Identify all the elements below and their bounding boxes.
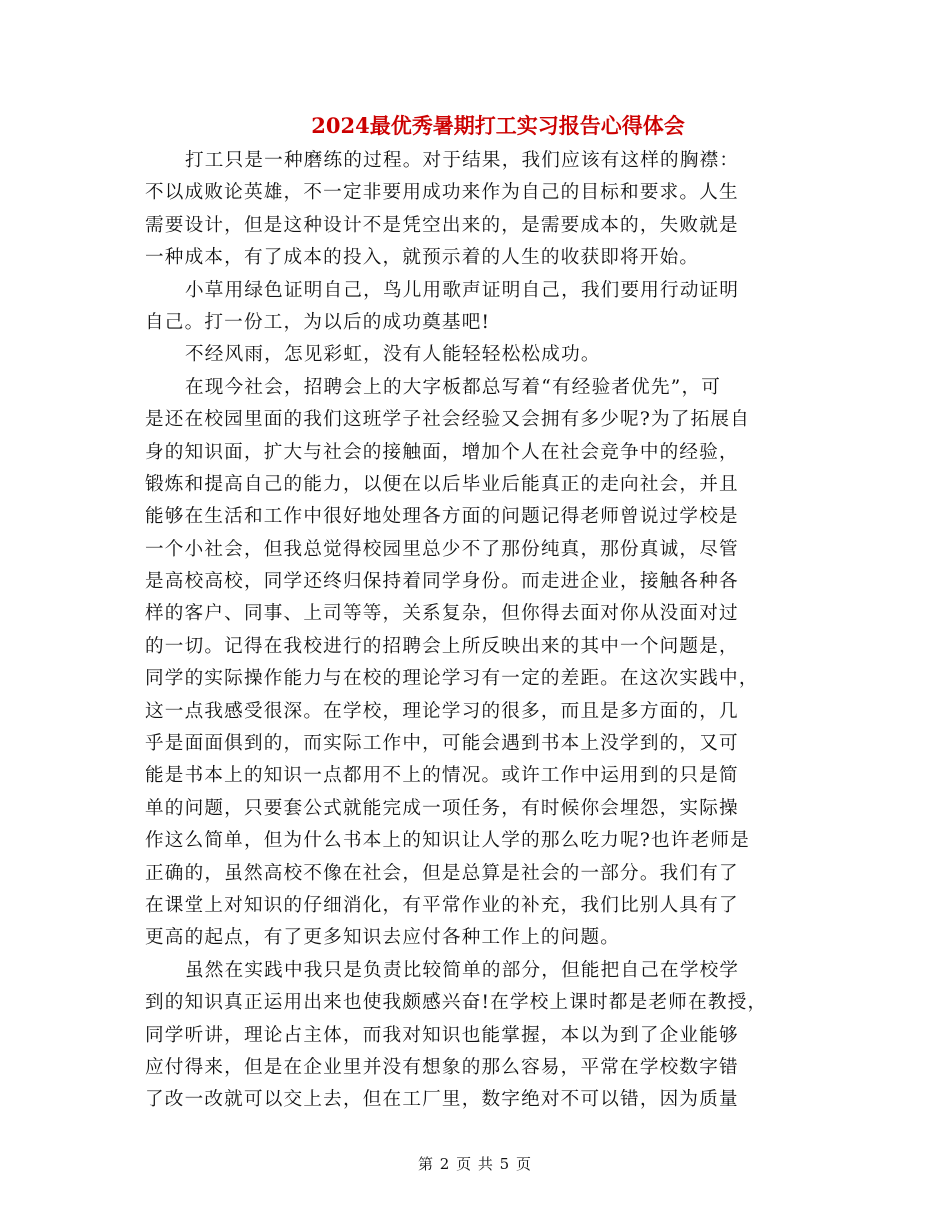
text-line: 正确的，虽然高校不像在社会，但是总算是社会的一部分。我们有了 <box>145 862 739 884</box>
text-line: 是高校高校，同学还终归保持着同学身份。而走进企业，接触各种各 <box>145 571 739 593</box>
document-body <box>145 145 805 1117</box>
text-line: 自己。打一份工，为以后的成功奠基吧! <box>145 311 491 333</box>
text-line: 单的问题，只要套公式就能完成一项任务，有时候你会埋怨，实际操 <box>145 797 739 819</box>
text-line: 是还在校园里面的我们这班学子社会经验又会拥有多少呢?为了拓展自 <box>145 409 750 431</box>
text-line: 小草用绿色证明自己，鸟儿用歌声证明自己，我们要用行动证明 <box>185 279 740 301</box>
text-line: 同学听讲，理论占主体，而我对知识也能掌握，本以为到了企业能够 <box>145 1024 739 1046</box>
text-line: 作这么简单，但为什么书本上的知识让人学的那么吃力呢?也许老师是 <box>145 830 750 852</box>
text-line: 不经风雨，怎见彩虹，没有人能轻轻松松成功。 <box>185 344 601 366</box>
text-line: 不以成败论英雄，不一定非要用成功来作为自己的目标和要求。人生 <box>145 182 739 204</box>
text-line: 了改一改就可以交上去，但在工厂里，数字绝对不可以错，因为质量 <box>145 1089 739 1111</box>
text-line: 一种成本，有了成本的投入，就预示着的人生的收获即将开始。 <box>145 247 700 269</box>
text-line: 锻炼和提高自己的能力，以便在以后毕业后能真正的走向社会，并且 <box>145 473 739 495</box>
page-number-footer: 第 2 页 共 5 页 <box>418 1155 532 1173</box>
text-line: 打工只是一种磨练的过程。对于结果，我们应该有这样的胸襟： <box>185 150 740 171</box>
text-line: 乎是面面俱到的，而实际工作中，可能会遇到书本上没学到的，又可 <box>145 733 739 755</box>
text-line: 这一点我感受很深。在学校，理论学习的很多，而且是多方面的，几 <box>145 700 739 722</box>
text-line: 能是书本上的知识一点都用不上的情况。或许工作中运用到的只是简 <box>145 765 739 787</box>
text-line: 到的知识真正运用出来也使我颇感兴奋!在学校上课时都是老师在教授， <box>145 992 768 1014</box>
text-line: 虽然在实践中我只是负责比较简单的部分，但能把自己在学校学 <box>185 959 740 981</box>
text-line: 应付得来，但是在企业里并没有想象的那么容易，平常在学校数字错 <box>145 1056 739 1078</box>
text-line: 在现今社会，招聘会上的大字板都总写着“有经验者优先”，可 <box>185 376 722 398</box>
text-line: 身的知识面，扩大与社会的接触面，增加个人在社会竞争中的经验， <box>145 441 739 463</box>
document-title: 2024最优秀暑期打工实习报告心得体会 <box>311 113 685 138</box>
text-line: 的一切。记得在我校进行的招聘会上所反映出来的其中一个问题是， <box>145 635 739 657</box>
text-line: 能够在生活和工作中很好地处理各方面的问题记得老师曾说过学校是 <box>145 506 739 528</box>
text-line: 需要设计，但是这种设计不是凭空出来的，是需要成本的，失败就是 <box>145 214 739 236</box>
text-line: 样的客户、同事、上司等等，关系复杂，但你得去面对你从没面对过 <box>145 603 739 625</box>
text-line: 更高的起点，有了更多知识去应付各种工作上的问题。 <box>145 927 621 949</box>
text-line: 同学的实际操作能力与在校的理论学习有一定的差距。在这次实践中， <box>145 668 759 690</box>
text-line: 在课堂上对知识的仔细消化，有平常作业的补充，我们比别人具有了 <box>145 894 739 916</box>
text-line: 一个小社会，但我总觉得校园里总少不了那份纯真，那份真诚，尽管 <box>145 538 739 560</box>
